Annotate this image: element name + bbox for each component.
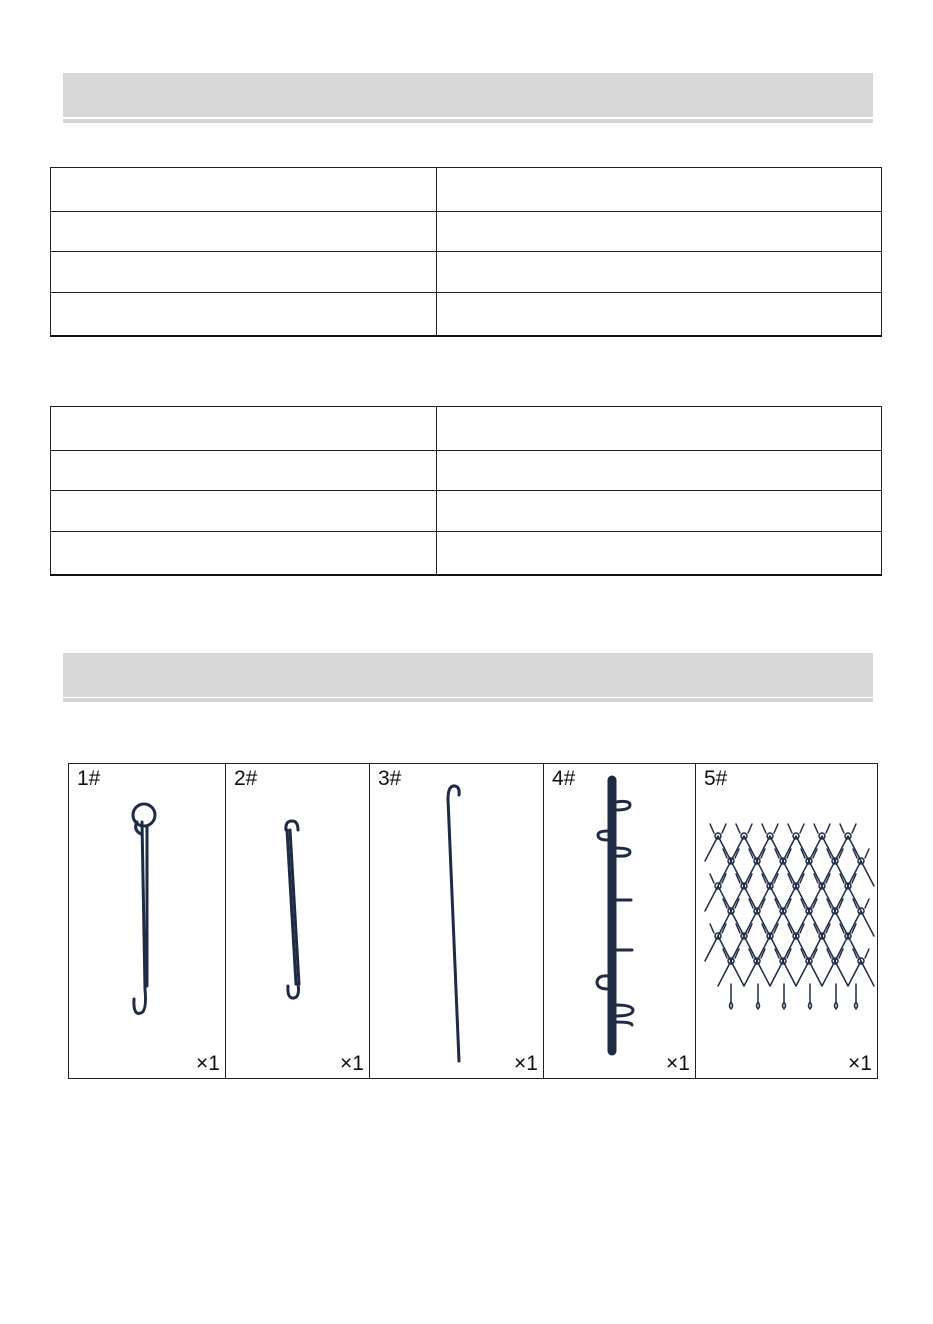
net-strand	[848, 936, 861, 961]
hooked-rod-icon	[370, 764, 544, 1078]
net-strand	[744, 886, 757, 911]
table-cell	[51, 252, 437, 293]
part-cell-3	[370, 764, 544, 1078]
table-row	[51, 293, 882, 336]
net-loop	[855, 984, 858, 1009]
net-strand	[796, 936, 809, 961]
net-strand	[731, 936, 744, 961]
net-loop	[757, 984, 760, 1009]
net-strand	[757, 836, 770, 861]
table-cell	[437, 532, 882, 575]
net-strand	[809, 936, 822, 961]
table-cell	[437, 407, 882, 451]
net-strand	[796, 836, 809, 861]
table-row	[51, 168, 882, 212]
net-strand	[705, 886, 718, 911]
net-strand	[809, 886, 822, 911]
section-header-bar-2	[63, 653, 873, 697]
net-loop	[835, 984, 838, 1009]
net-strand	[731, 911, 744, 936]
net-strand	[848, 886, 861, 911]
net-strand	[757, 936, 770, 961]
net-strand	[783, 861, 796, 886]
table-cell	[437, 293, 882, 336]
net-loop	[809, 984, 812, 1009]
net-strand	[770, 961, 783, 986]
net-strand	[718, 861, 731, 886]
net-strand	[744, 861, 757, 886]
net-strand	[809, 961, 822, 986]
net-strand	[718, 936, 731, 961]
table-row	[51, 212, 882, 252]
net-strand	[770, 911, 783, 936]
net-strand	[796, 961, 809, 986]
net-strand	[718, 836, 731, 861]
net-strand	[731, 861, 744, 886]
net-strand	[705, 836, 718, 861]
net-strand-end	[762, 824, 778, 833]
net-strand	[718, 886, 731, 911]
net-strand	[848, 861, 861, 886]
part-number: 2#	[234, 767, 258, 790]
table-cell	[437, 252, 882, 293]
net-strand	[783, 886, 796, 911]
section-header-rule-2	[63, 698, 873, 702]
net-strand	[770, 936, 783, 961]
net-strand	[835, 886, 848, 911]
net-strand	[796, 861, 809, 886]
hooked-pole-icon	[544, 764, 696, 1078]
net-strand	[835, 936, 848, 961]
part-cell-2	[226, 764, 370, 1078]
part-cell-4	[544, 764, 696, 1078]
table-cell	[51, 168, 437, 212]
part-quantity: ×1	[514, 1052, 538, 1075]
net-strand	[744, 936, 757, 961]
net-strand	[861, 861, 874, 886]
s-hook-icon	[226, 764, 370, 1078]
spec-table-1	[50, 167, 882, 337]
table-cell	[437, 212, 882, 252]
net-strand-end	[814, 824, 830, 833]
table-row	[51, 252, 882, 293]
net-strand	[822, 836, 835, 861]
net-strand	[731, 836, 744, 861]
table-row	[51, 451, 882, 491]
net-strand	[757, 911, 770, 936]
net-strand	[770, 861, 783, 886]
table-cell	[51, 451, 437, 491]
net-strand	[744, 961, 757, 986]
s-hook-with-ring-icon	[69, 764, 226, 1078]
part-quantity: ×1	[848, 1052, 872, 1075]
net-strand	[718, 911, 731, 936]
table-cell	[437, 491, 882, 532]
net-strand	[822, 886, 835, 911]
part-quantity: ×1	[340, 1052, 364, 1075]
net-strand	[835, 961, 848, 986]
part-cell-5	[696, 764, 878, 1078]
net-strand-end	[736, 824, 752, 833]
net-strand	[757, 886, 770, 911]
net-strand	[835, 861, 848, 886]
net-strand-end	[710, 824, 726, 833]
net-strand	[809, 836, 822, 861]
net-strand	[783, 936, 796, 961]
net-strand	[757, 861, 770, 886]
net-strand	[718, 961, 731, 986]
spec-table-2	[50, 406, 882, 576]
net-strand	[822, 936, 835, 961]
section-header-rule-1	[63, 119, 873, 123]
table-row	[51, 532, 882, 575]
net-strand	[809, 911, 822, 936]
table-cell	[51, 212, 437, 252]
net-strand	[744, 911, 757, 936]
net-strand	[835, 836, 848, 861]
table-cell	[437, 451, 882, 491]
net-strand-end	[840, 824, 856, 833]
net-strand	[783, 961, 796, 986]
section-header-bar-1	[63, 73, 873, 117]
table-cell	[51, 407, 437, 451]
part-quantity: ×1	[666, 1052, 690, 1075]
part-quantity: ×1	[196, 1052, 220, 1075]
net-strand-end	[788, 824, 804, 833]
net-strand	[861, 911, 874, 936]
net-strand	[848, 961, 861, 986]
net-strand	[848, 911, 861, 936]
net-strand	[822, 911, 835, 936]
net-strand	[783, 911, 796, 936]
net-strand	[705, 936, 718, 961]
part-cell-1	[69, 764, 226, 1078]
part-number: 4#	[552, 767, 576, 790]
net-strand	[731, 886, 744, 911]
net-strand	[809, 861, 822, 886]
net-loop	[730, 984, 733, 1009]
rope-net-icon	[696, 764, 878, 1078]
net-strand	[848, 836, 861, 861]
table-cell	[51, 532, 437, 575]
net-strand	[835, 911, 848, 936]
net-strand	[861, 961, 874, 986]
net-strand	[757, 961, 770, 986]
net-strand	[822, 961, 835, 986]
net-strand	[744, 836, 757, 861]
table-row	[51, 491, 882, 532]
net-strand	[796, 886, 809, 911]
net-strand	[822, 861, 835, 886]
part-number: 5#	[704, 767, 728, 790]
net-strand	[770, 886, 783, 911]
part-number: 1#	[77, 767, 101, 790]
net-loop	[783, 984, 786, 1009]
table-cell	[51, 491, 437, 532]
net-strand	[770, 836, 783, 861]
net-strand	[783, 836, 796, 861]
table-row	[51, 407, 882, 451]
table-cell	[51, 293, 437, 336]
net-strand	[731, 961, 744, 986]
net-strand	[796, 911, 809, 936]
parts-list	[68, 763, 878, 1079]
table-cell	[437, 168, 882, 212]
part-number: 3#	[378, 767, 402, 790]
